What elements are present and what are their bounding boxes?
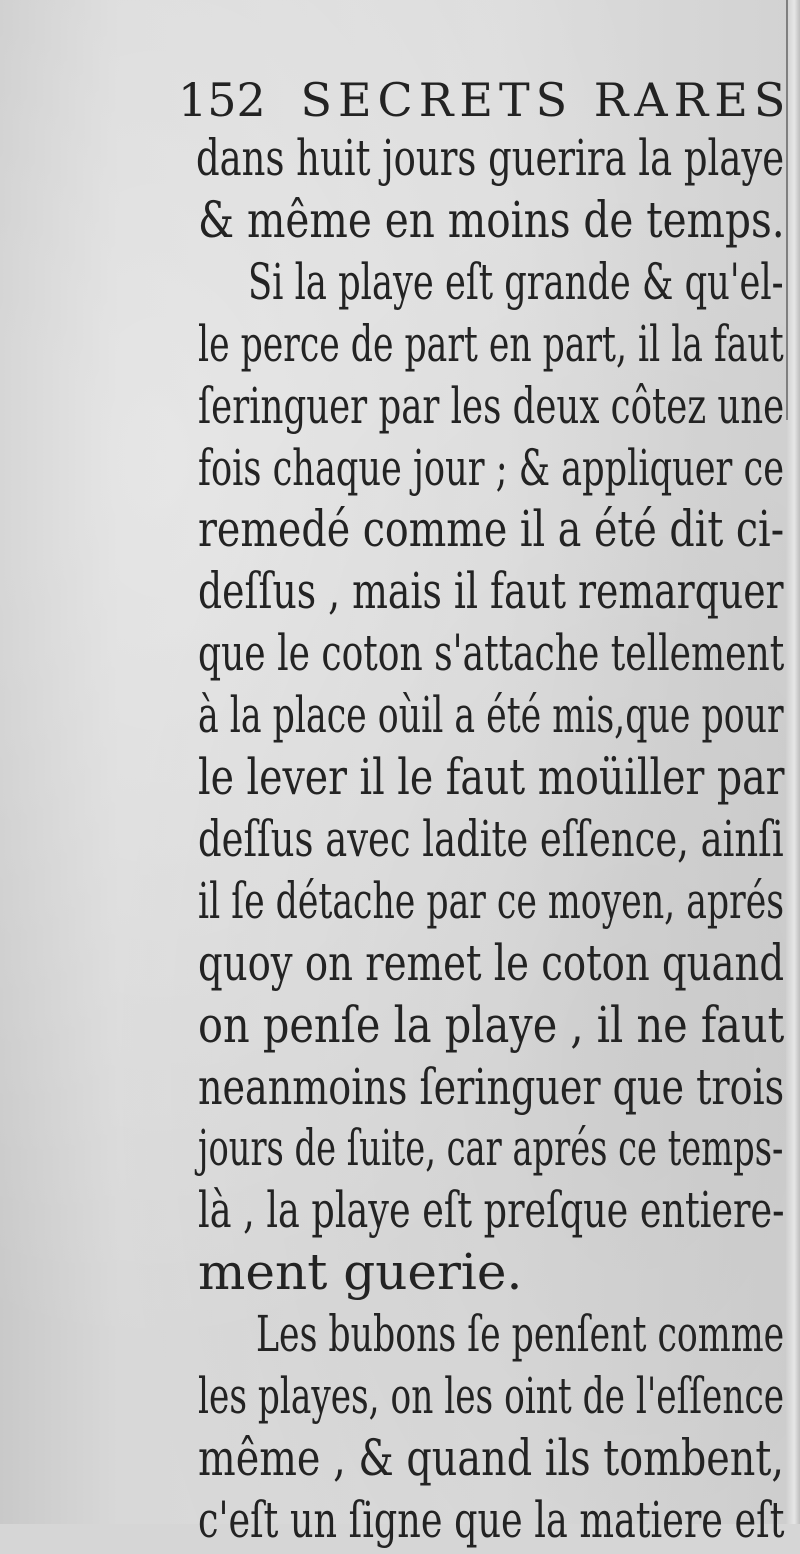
text-line: le perce de part en part, il la faut: [198, 315, 784, 373]
text-line: même , & quand ils tombent,: [198, 1429, 785, 1487]
page-number: 152: [178, 73, 266, 127]
text-line: remedé comme il a été dit ci-: [198, 500, 785, 558]
text-line: ment guerie.: [198, 1243, 523, 1301]
text-line: le lever il le faut moüiller par: [198, 748, 785, 806]
text-line: ſeringuer par les deux côtez une: [198, 377, 785, 435]
text-line: quoy on remet le coton quand: [198, 934, 785, 992]
text-line: deſſus , mais il faut remarquer: [198, 562, 784, 620]
text-line: il ſe détache par ce moyen, aprés: [198, 872, 785, 930]
text-line: que le coton s'attache tellement: [198, 624, 785, 682]
text-line: Si la playe eſt grande & qu'el-: [248, 253, 784, 311]
text-line: fois chaque jour ; & appliquer ce: [198, 439, 785, 497]
text-line: les playes, on les oint de l'eſſence: [198, 1367, 785, 1425]
text-line: neanmoins ſeringuer que trois: [198, 1058, 785, 1116]
text-line: là , la playe eſt preſque entiere-: [198, 1181, 785, 1239]
text-line: & même en moins de temps.: [198, 191, 785, 249]
text-line: deſſus avec ladite eſſence, ainſi: [198, 810, 784, 868]
text-line: dans huit jours guerira la playe: [196, 129, 785, 187]
text-line: on penſe la playe , il ne faut: [198, 996, 785, 1054]
running-title: SECRETS RARES: [300, 73, 792, 127]
text-line: à la place oùil a été mis,que pour: [198, 686, 784, 744]
text-line: jours de ſuite, car aprés ce temps-: [198, 1119, 784, 1177]
text-line: c'eſt un ſigne que la matiere eſt: [198, 1491, 785, 1549]
text-line: Les bubons ſe penſent comme: [256, 1305, 785, 1363]
